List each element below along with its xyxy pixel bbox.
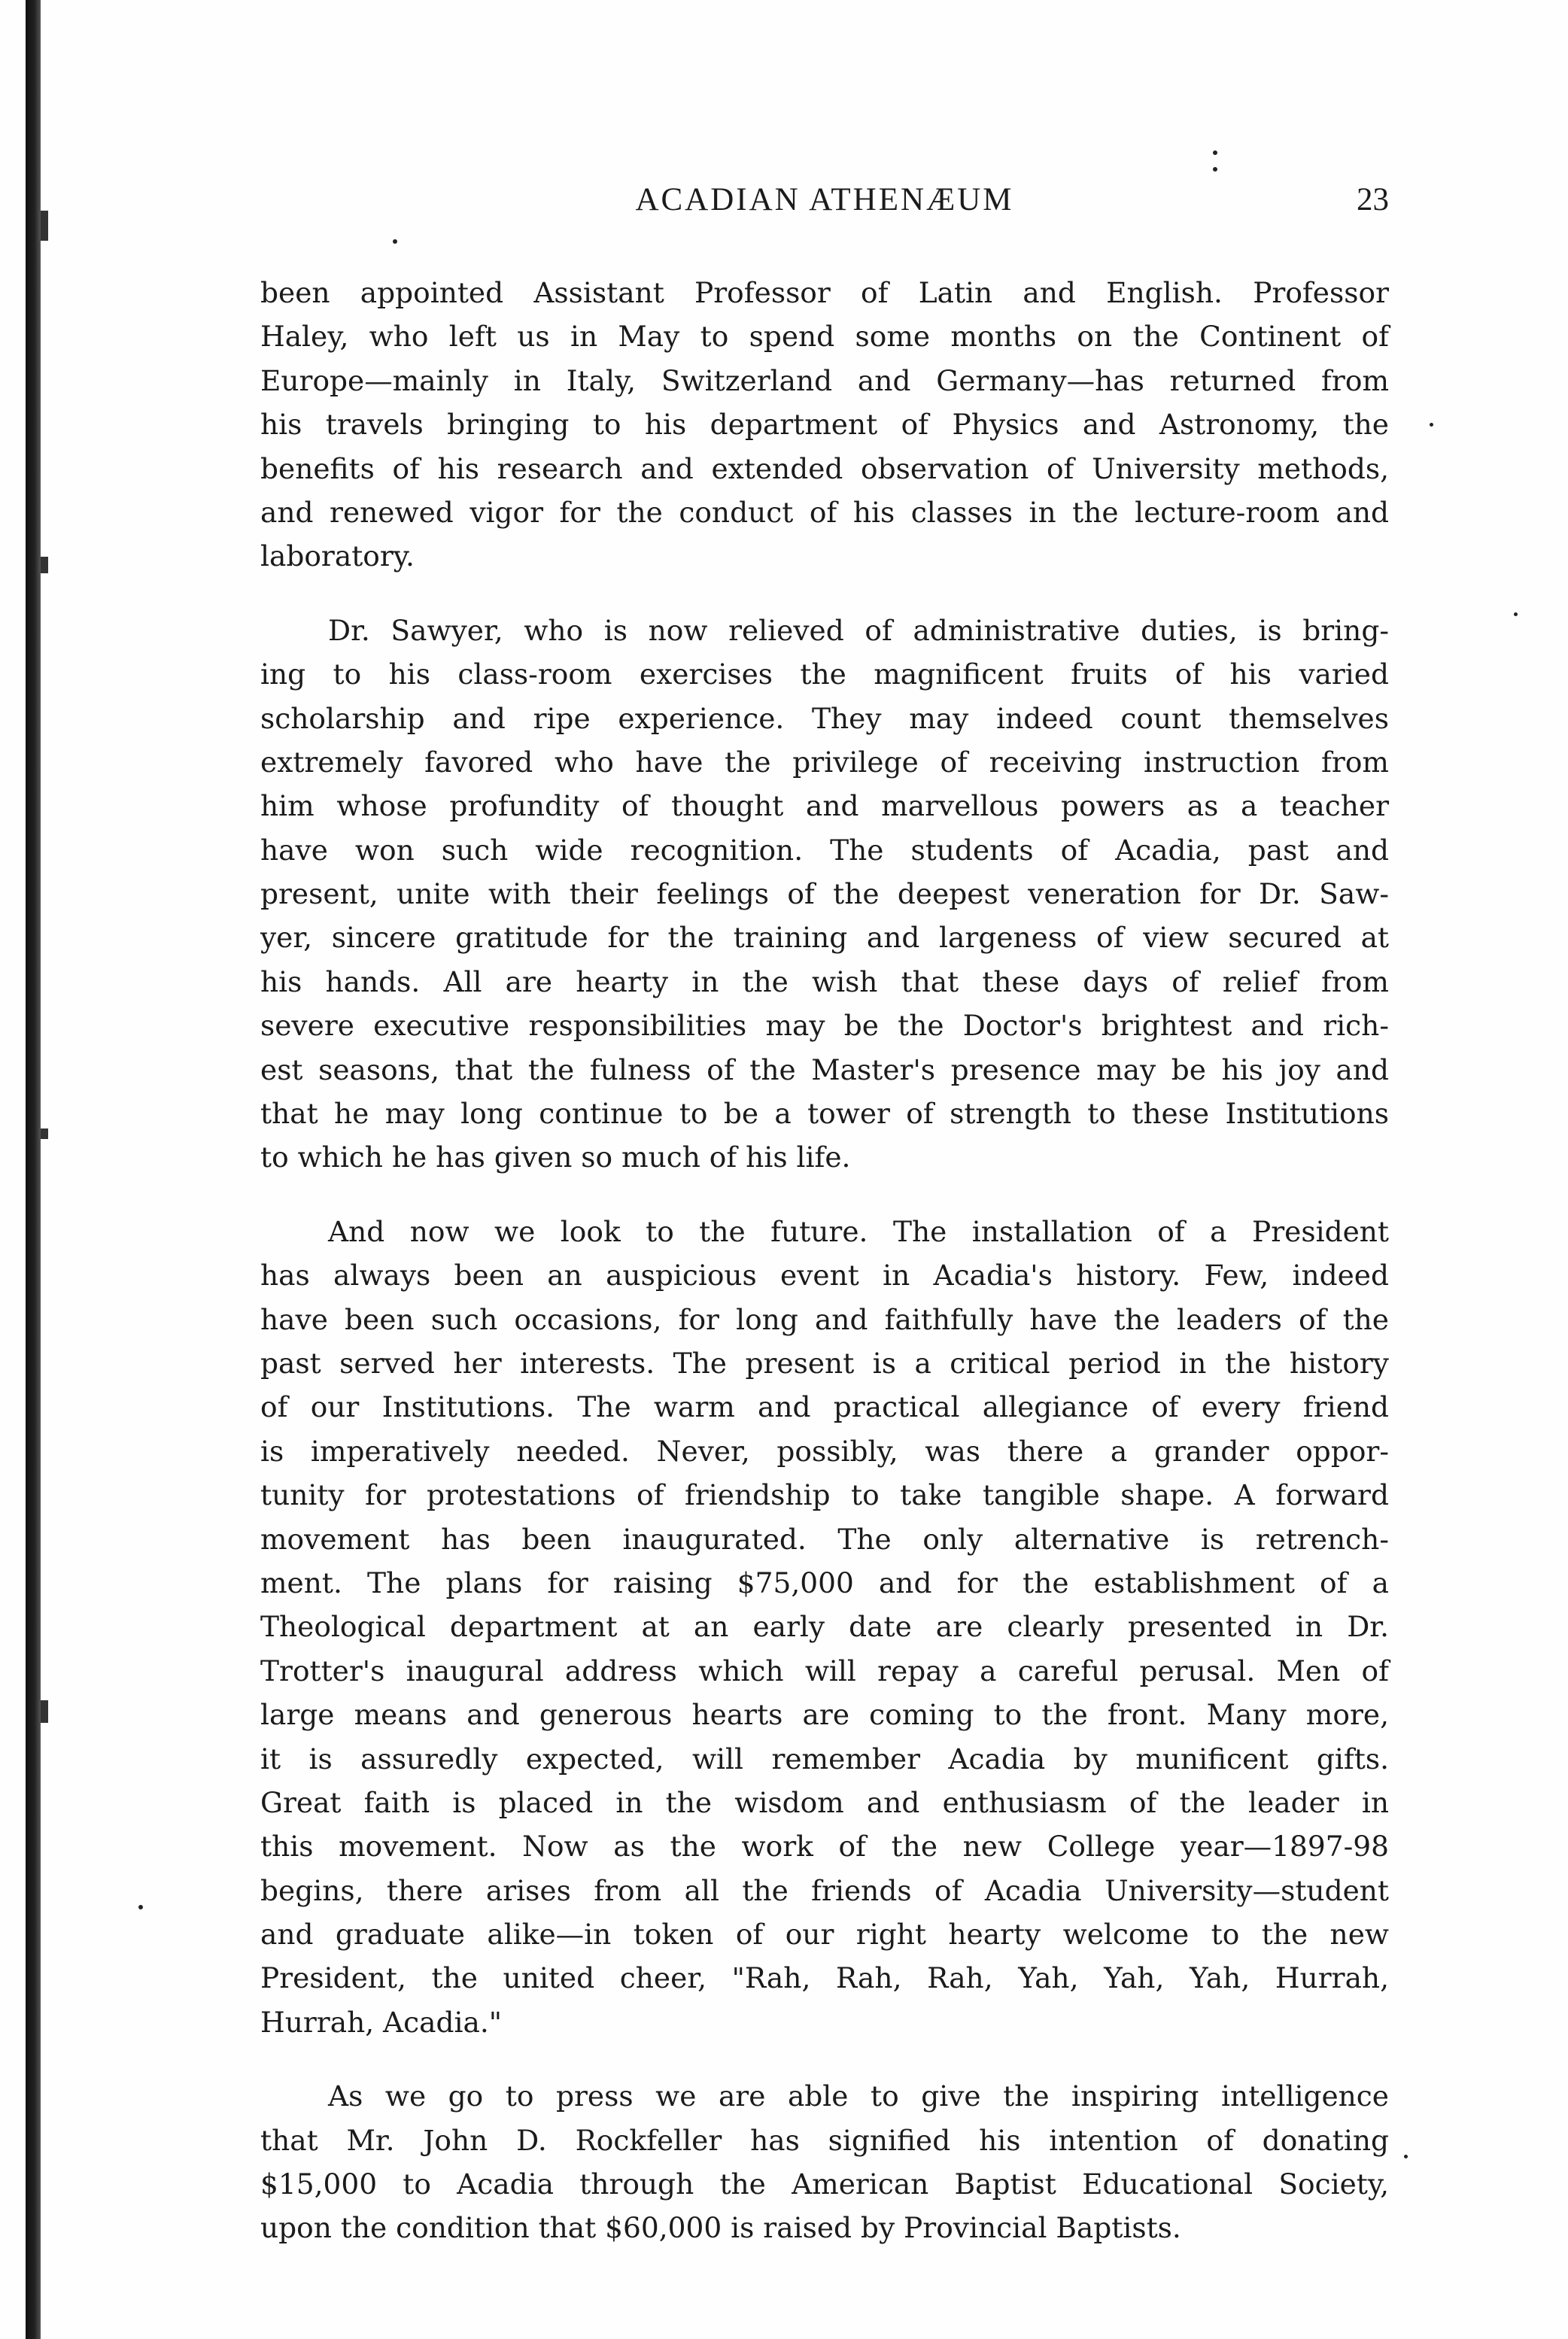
text-line: have won such wide recognition. The students of Acadia, past and — [260, 833, 1389, 867]
running-head — [260, 178, 1389, 223]
text-line: that he may long continue to be a tower of strength to these Institutions — [260, 1097, 1389, 1131]
text-line: extremely favored who have the privilege of receiving instruction from — [260, 745, 1389, 779]
text-line: As we go to press we are able to give the inspiring intelligence — [328, 2079, 1389, 2113]
text-line: tunity for protestations of friendship to take tangible shape. A forward — [260, 1478, 1389, 1512]
text-line: President, the united cheer, "Rah, Rah, Rah, Yah, Yah, Yah, Hurrah, — [260, 1961, 1389, 1995]
text-line: movement has been inaugurated. The only alternative is retrench- — [260, 1522, 1389, 1556]
text-line: and graduate alike—in token of our right hearty welcome to the new — [260, 1918, 1389, 1952]
scan-speck — [1404, 2155, 1408, 2158]
text-line: have been such occasions, for long and faithfully have the leaders of the — [260, 1302, 1389, 1336]
text-line: yer, sincere gratitude for the training and largeness of view secured at — [260, 921, 1389, 955]
text-line: severe executive responsibilities may be the Doctor's brightest and rich- — [260, 1009, 1389, 1043]
text-line: that Mr. John D. Rockfeller has signified his intention of donating — [260, 2123, 1389, 2157]
text-line: And now we look to the future. The installation of a President — [328, 1214, 1389, 1248]
text-line: upon the condition that $60,000 is raised by Provincial Baptists. — [260, 2211, 1181, 2245]
text-line: est seasons, that the fulness of the Master's presence may be his joy and — [260, 1053, 1389, 1086]
scan-speck — [393, 239, 397, 244]
text-line: has always been an auspicious event in Acadia's history. Few, indeed — [260, 1259, 1389, 1293]
paragraph — [260, 1210, 1389, 2044]
text-line: Dr. Sawyer, who is now relieved of administrative duties, is bring- — [328, 613, 1389, 647]
text-line: him whose profundity of thought and marvellous powers as a teacher — [260, 789, 1389, 823]
text-line: Trotter's inaugural address which will repay a careful perusal. Men of — [260, 1654, 1389, 1687]
text-line: of our Institutions. The warm and practical allegiance of every friend — [260, 1390, 1389, 1424]
text-line: Great faith is placed in the wisdom and enthusiasm of the leader in — [260, 1785, 1389, 1819]
text-line: scholarship and ripe experience. They may indeed count themselves — [260, 701, 1389, 735]
page-number: 23 — [1357, 182, 1389, 217]
text-line: to which he has given so much of his life. — [260, 1141, 851, 1174]
binding-mark — [41, 557, 48, 573]
scan-speck — [138, 1905, 143, 1909]
text-line: $15,000 to Acadia through the American Baptist Educational Society, — [260, 2167, 1389, 2201]
text-line: past served her interests. The present is a critical period in the history — [260, 1346, 1389, 1380]
text-line: benefits of his research and extended observation of University methods, — [260, 451, 1389, 485]
text-line: Theological department at an early date are clearly presented in Dr. — [260, 1610, 1389, 1644]
text-line: Europe—mainly in Italy, Switzerland and Germany—has returned from — [260, 363, 1389, 397]
text-line: ing to his class-room exercises the magnificent fruits of his varied — [260, 658, 1389, 691]
text-line: been appointed Assistant Professor of Latin and English. Professor — [260, 276, 1389, 309]
running-title: ACADIAN ATHENÆUM — [635, 182, 1014, 217]
text-line: his hands. All are hearty in the wish that these days of relief from — [260, 964, 1389, 998]
scan-speck — [1213, 167, 1217, 172]
binding-mark — [41, 1128, 48, 1139]
text-line: present, unite with their feelings of the deepest veneration for Dr. Saw- — [260, 877, 1389, 911]
text-line: large means and generous hearts are coming to the front. Many more, — [260, 1698, 1389, 1732]
text-line: begins, there arises from all the friends of Acadia University—student — [260, 1873, 1389, 1907]
paragraph — [260, 271, 1389, 579]
text-line: laboratory. — [260, 539, 415, 573]
text-line: this movement. Now as the work of the new College year—1897-98 — [260, 1830, 1389, 1864]
scan-speck — [1213, 150, 1217, 155]
text-line: and renewed vigor for the conduct of his classes in the lecture-room and — [260, 495, 1389, 529]
text-line: ment. The plans for raising $75,000 and for the establishment of a — [260, 1566, 1389, 1599]
binding-mark — [41, 1700, 48, 1723]
binding-mark — [41, 211, 48, 241]
scan-speck — [1430, 423, 1433, 427]
binding-edge — [26, 0, 41, 2339]
text-line: his travels bringing to his department of Physics and Astronomy, the — [260, 408, 1389, 442]
text-line: Hurrah, Acadia." — [260, 2005, 503, 2039]
scan-speck — [1514, 612, 1518, 616]
text-line: is imperatively needed. Never, possibly, was there a grander oppor- — [260, 1434, 1389, 1468]
paragraph — [260, 2074, 1389, 2250]
paragraph — [260, 609, 1389, 1180]
text-line: Haley, who left us in May to spend some months on the Continent of — [260, 320, 1389, 354]
body-text — [260, 271, 1389, 2250]
text-line: it is assuredly expected, will remember Acadia by munificent gifts. — [260, 1742, 1389, 1776]
